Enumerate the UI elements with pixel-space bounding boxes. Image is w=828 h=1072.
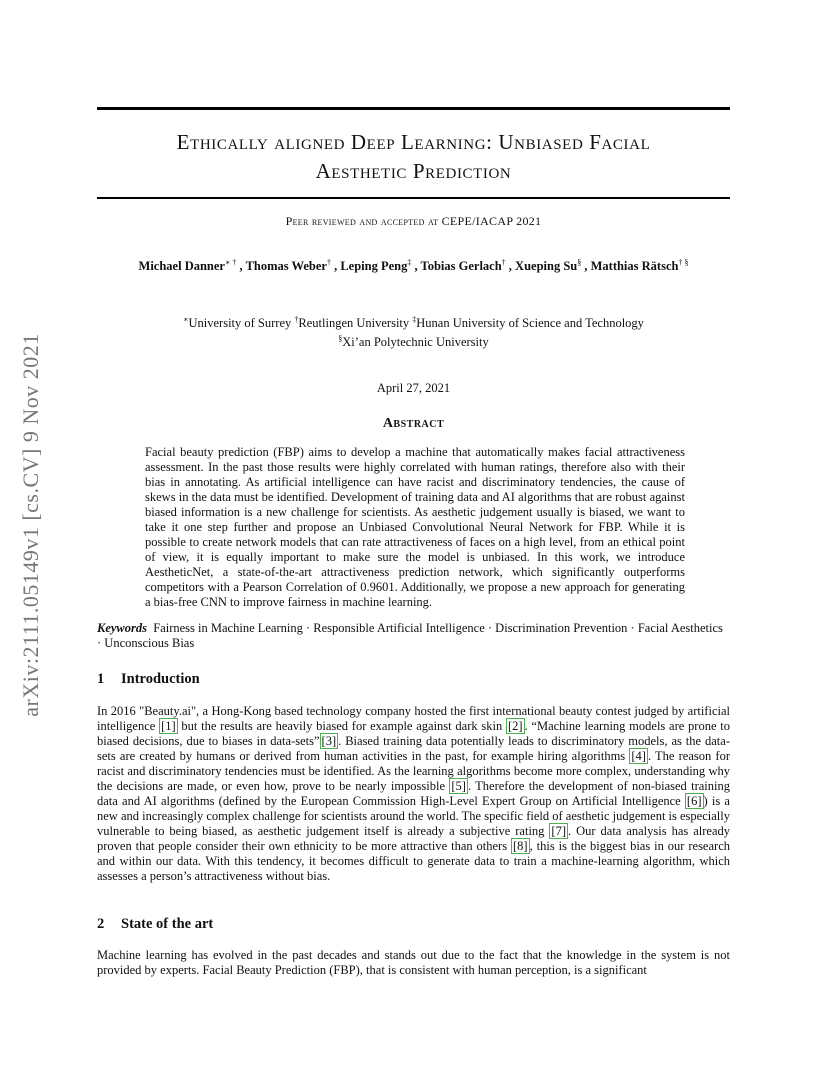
paragraph-text: . Biased training data potentially leads to discriminatory models, as the data-sets are created by humans or derived from human activities in the past, for example hiring algorithms bbox=[97, 734, 730, 763]
title-rule-top bbox=[97, 107, 730, 110]
affiliation-mark: † § bbox=[678, 258, 689, 267]
citation-link[interactable]: [6] bbox=[686, 794, 702, 808]
author-name: Leping Peng‡ bbox=[340, 258, 412, 274]
keywords bbox=[97, 621, 730, 651]
affiliation-name: Xi’an Polytechnic University bbox=[342, 335, 489, 350]
keywords-label: Keywords bbox=[97, 621, 147, 635]
citation-link[interactable]: [1] bbox=[161, 719, 176, 733]
citation-link[interactable]: [3] bbox=[321, 734, 337, 748]
abstract-heading: Abstract bbox=[382, 416, 445, 431]
paragraph-text: but the results are heavily biased for example against dark skin bbox=[177, 719, 506, 733]
citation-link[interactable]: [4] bbox=[631, 749, 646, 763]
affiliation-name: University of Surrey bbox=[188, 316, 295, 331]
paragraph-text: In 2016 "Beauty.ai", a Hong-Kong based technology company hosted the first international beauty contest judged by artificial intelligence bbox=[97, 704, 730, 733]
section-heading-state-of-the-art: 2 State of the art bbox=[97, 916, 214, 932]
paragraph-text: . “Machine learning models are prone to biased decisions, due to biases in data-sets” bbox=[97, 719, 730, 748]
section-heading-introduction: 1 Introduction bbox=[97, 671, 200, 687]
author-name: Tobias Gerlach† bbox=[420, 258, 506, 274]
citation-link[interactable]: [7] bbox=[551, 824, 567, 838]
affiliation-mark: § bbox=[338, 334, 343, 344]
paper-date: April 27, 2021 bbox=[376, 381, 451, 395]
affiliation-line bbox=[97, 331, 730, 350]
paragraph-text: . Therefore the development of non-biased training data and AI algorithms (defined by the European Commission High-Level Expert Group on Artificial Intelligence bbox=[97, 779, 731, 808]
state-of-the-art-paragraph: Machine learning has evolved in the past decades and stands out due to the fact that the knowledge in the system is not provided by experts. Facial Beauty Prediction (FBP), that is consistent with human perception, is a significant bbox=[97, 948, 730, 977]
author-name: Michael Danner∗ † bbox=[138, 258, 237, 274]
paragraph-text: , this is the biggest bias in our research and within our data. With this tendency, it becomes difficult to generate data to train a machine-learning algorithm, which assesses a person’s attractiveness without bias. bbox=[97, 839, 730, 883]
arxiv-side-stamp: arXiv:2111.05149v1 [cs.CV] 9 Nov 2021 bbox=[18, 333, 43, 717]
affiliation-mark: † bbox=[501, 258, 506, 267]
paragraph-text: . The reason for racist and discriminatory tendencies must be identified. As the learning algorithms become more complex, understanding why the decisions are made, or even how, prove to be nearly impossible bbox=[97, 749, 731, 793]
citation-link[interactable]: [2] bbox=[507, 719, 523, 733]
author-list: Michael Danner∗ † , Thomas Weber† , Leping Peng‡ , Tobias Gerlach† , Xueping Su§ , Matthias Rätsch† § bbox=[138, 258, 689, 274]
affiliation-name: Reutlingen University bbox=[298, 316, 413, 331]
author-name: Xueping Su§ bbox=[515, 258, 582, 274]
author-name: Thomas Weber† bbox=[245, 258, 331, 274]
affiliation-mark: ∗ † bbox=[224, 258, 237, 267]
title-rule-bottom bbox=[97, 197, 730, 199]
paragraph-text: ) is a new and increasingly complex challenge for scientists around the world. The specific field of aesthetic judgement is especially vulnerable to being biased, as aesthetic judgement itself is already a subjective rating bbox=[97, 794, 730, 838]
introduction-paragraph bbox=[97, 704, 730, 884]
affiliation-mark: ‡ bbox=[412, 315, 417, 324]
affiliation-mark: § bbox=[577, 258, 582, 267]
keywords-list: Fairness in Machine Learning · Responsible Artificial Intelligence · Discrimination Prevention · Facial Aesthetics · Unconscious Bias bbox=[97, 621, 723, 650]
affiliation-line bbox=[97, 312, 730, 331]
affiliation-name: Hunan University of Science and Technology bbox=[416, 316, 644, 331]
affiliation-mark: ‡ bbox=[407, 258, 412, 267]
peer-review-note: Peer reviewed and accepted at CEPE/IACAP 2021 bbox=[285, 214, 542, 228]
abstract-text: Facial beauty prediction (FBP) aims to develop a machine that automatically makes facial attractiveness assessment. In the past those results were highly correlated with human ratings, therefore also with their bias in annotating. As artificial intelligence can have racist and discriminatory tendencies, the cause of skews in the data must be identified. Development of training data and AI algorithms that are robust against biased information is a new challenge for scientists. As aesthetic judgement usually is biased, we want to take it one step further and propose an Unbiased Convolutional Neural Network for FBP. While it is possible to create network models that can rate attractiveness of faces on a high level, from an ethical point of view, it is equally important to make sure the model is unbiased. In this work, we introduce AestheticNet, a state-of-the-art attractiveness prediction network, which significantly outperforms competitors with a Pearson Correlation of 0.9601. Additionally, we propose a new approach for generating a bias-free CNN to improve fairness in machine learning. bbox=[145, 445, 685, 609]
paper-title: Ethically aligned Deep Learning: Unbiased Facial Aesthetic Prediction bbox=[176, 130, 651, 183]
author-name: Matthias Rätsch† § bbox=[590, 258, 689, 274]
affiliation-mark: † bbox=[326, 258, 331, 267]
affiliation-mark: ∗ bbox=[183, 315, 189, 324]
paragraph-text: . Our data analysis has already proven that people consider their own ethnicity to be more attractive than others bbox=[97, 824, 731, 853]
citation-link[interactable]: [5] bbox=[451, 779, 466, 793]
citation-link[interactable]: [8] bbox=[513, 839, 528, 853]
affiliations bbox=[97, 312, 730, 350]
affiliation-mark: † bbox=[294, 315, 299, 324]
